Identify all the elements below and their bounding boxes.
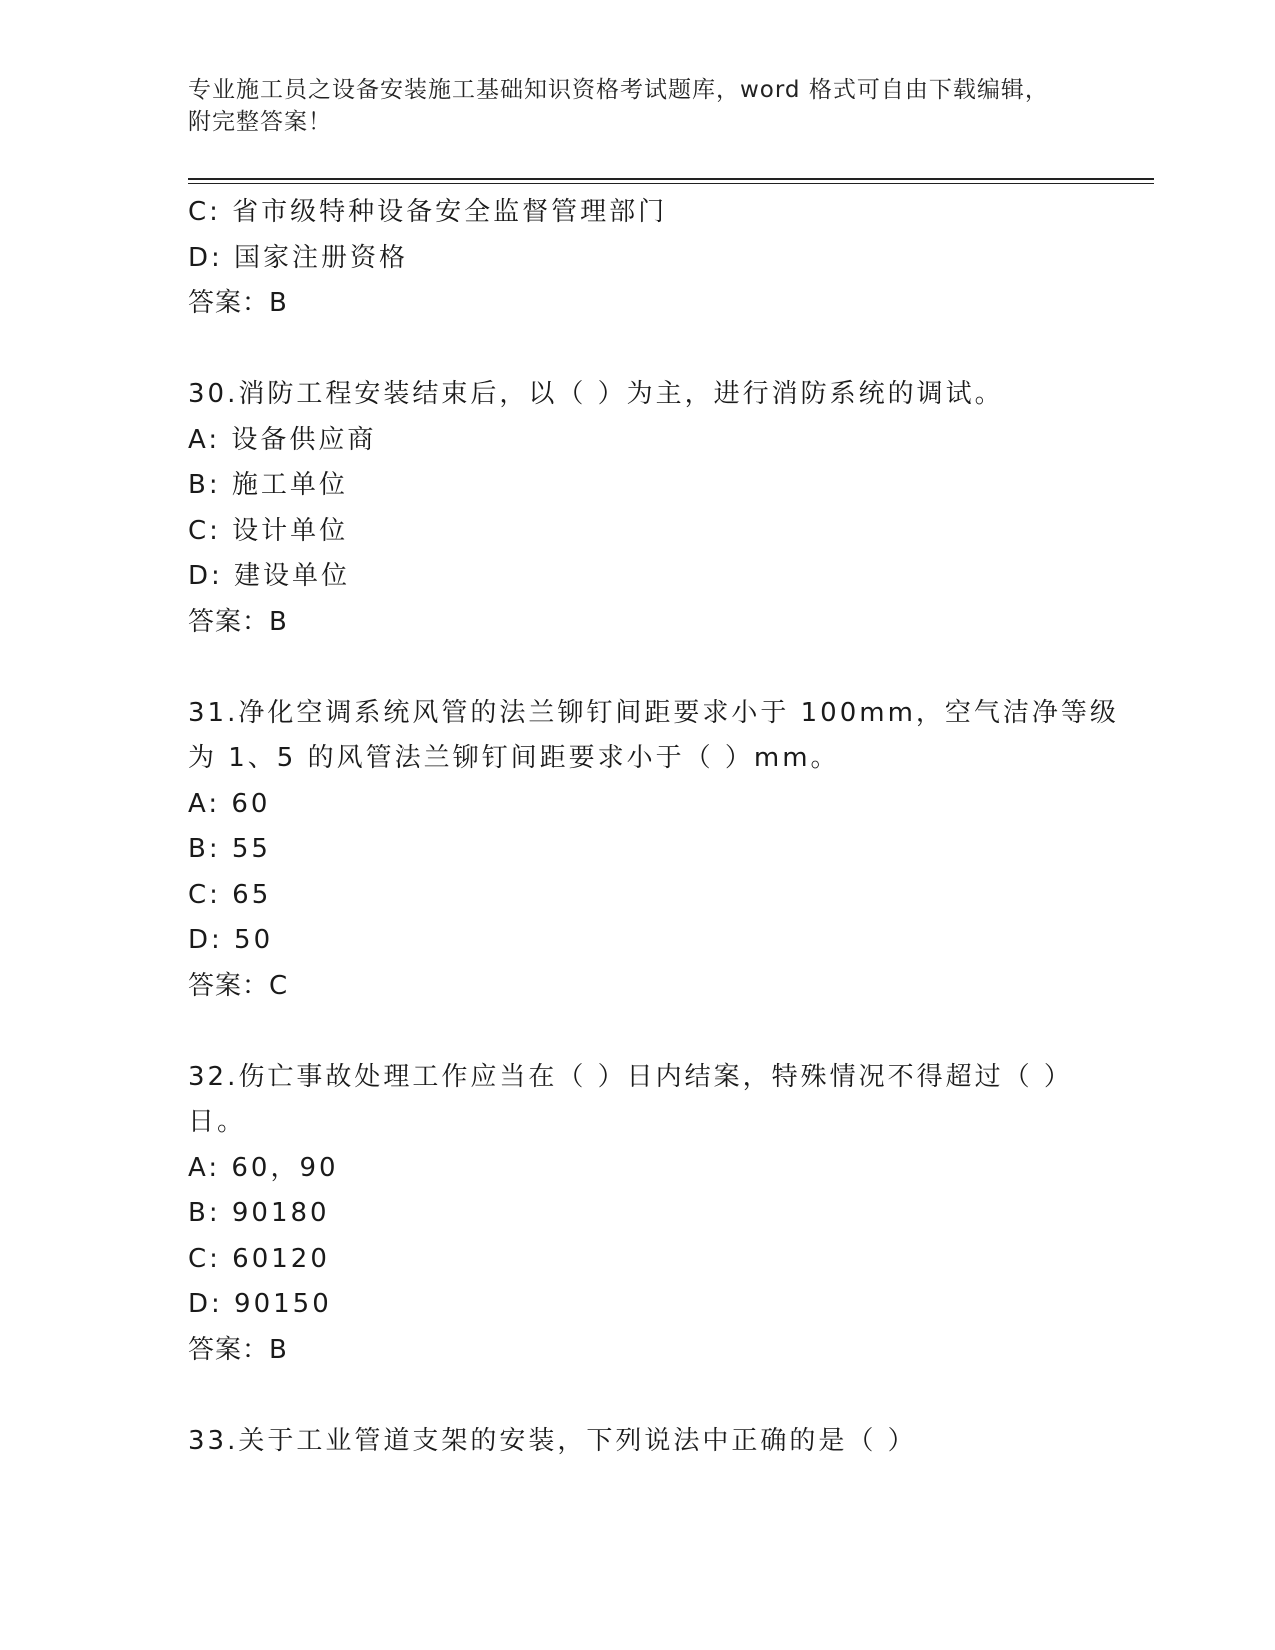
header-divider-thick <box>188 178 1154 180</box>
option-b: B: 施工单位 <box>188 470 348 500</box>
document-header <box>188 74 1088 138</box>
header-line-2: 附完整答案！ <box>188 109 332 135</box>
option-a: A: 60，90 <box>188 1152 339 1183</box>
option-a: A: 设备供应商 <box>188 424 377 455</box>
header-line-1: 专业施工员之设备安装施工基础知识资格考试题库，word 格式可自由下载编辑， <box>188 77 1049 103</box>
answer-line: 答案：B <box>188 288 288 318</box>
option-c: C: 60120 <box>188 1243 330 1274</box>
spacer <box>188 645 1088 691</box>
question-30 <box>188 372 1088 645</box>
option-d: D: 建设单位 <box>188 561 351 591</box>
question-stem: 33.关于工业管道支架的安装，下列说法中正确的是（ ） <box>188 1425 917 1456</box>
answer-line: 答案：C <box>188 970 289 1001</box>
option-c: C: 省市级特种设备安全监督管理部门 <box>188 197 668 227</box>
question-33 <box>188 1419 1088 1465</box>
question-stem: 30.消防工程安装结束后，以（ ）为主，进行消防系统的调试。 <box>188 379 1004 409</box>
option-d: D: 90150 <box>188 1289 332 1319</box>
option-c: C: 设计单位 <box>188 515 349 546</box>
question-32 <box>188 1055 1088 1374</box>
answer-line: 答案：B <box>188 1334 288 1365</box>
spacer <box>188 1009 1088 1055</box>
option-c: C: 65 <box>188 879 272 910</box>
question-content <box>188 190 1119 1464</box>
option-d: D: 国家注册资格 <box>188 242 409 273</box>
option-a: A: 60 <box>188 788 271 819</box>
option-b: B: 90180 <box>188 1198 330 1228</box>
spacer <box>188 1373 1088 1419</box>
header-divider-thin <box>188 183 1154 184</box>
carryover-question <box>188 190 1088 327</box>
question-stem: 32.伤亡事故处理工作应当在（ ）日内结案，特殊情况不得超过（ ） <box>188 1061 1073 1092</box>
question-stem: 31.净化空调系统风管的法兰铆钉间距要求小于 100mm，空气洁净等级 <box>188 697 1119 728</box>
question-stem-continued: 为 1、5 的风管法兰铆钉间距要求小于（ ）mm。 <box>188 743 840 773</box>
question-31 <box>188 691 1119 1010</box>
question-stem-continued: 日。 <box>188 1107 247 1137</box>
spacer <box>188 327 1088 373</box>
option-b: B: 55 <box>188 834 271 864</box>
answer-line: 答案：B <box>188 606 288 637</box>
option-d: D: 50 <box>188 925 274 955</box>
